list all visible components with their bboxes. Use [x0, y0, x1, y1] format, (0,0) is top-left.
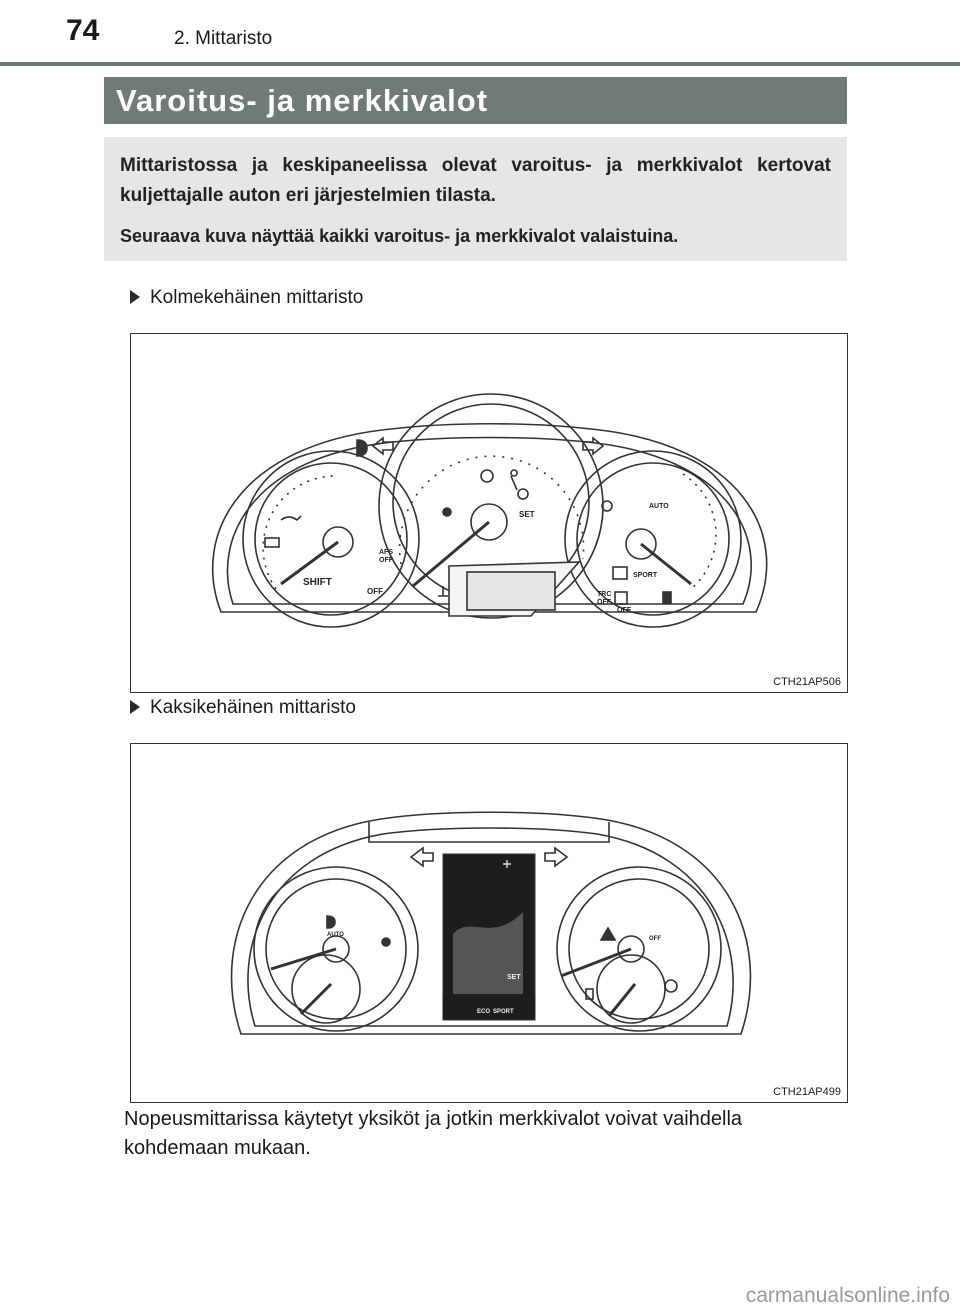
- two-dial-cluster-illustration: [131, 744, 847, 1102]
- oil-pressure-icon: [281, 516, 301, 520]
- trc-label: TRC: [597, 591, 612, 598]
- headlight-icon: [357, 440, 367, 456]
- figure-1-caption-text: Kolmekehäinen mittaristo: [150, 287, 364, 308]
- left-subdial-needle: [301, 984, 331, 1014]
- vsc-off-label: OFF: [617, 607, 631, 614]
- turn-right-icon: [545, 848, 567, 866]
- headlight-icon: [327, 916, 335, 928]
- chapter-title: 2. Mittaristo: [174, 28, 273, 49]
- tire-pressure-icon: [665, 980, 677, 992]
- sport-label: SPORT: [493, 1009, 514, 1015]
- figure-1-code: CTH21AP506: [773, 676, 841, 688]
- figure-2-caption-text: Kaksikehäinen mittaristo: [150, 697, 356, 718]
- figure-2-code: CTH21AP499: [773, 1086, 841, 1098]
- sport-label: SPORT: [633, 572, 658, 579]
- right-dial-face: [569, 879, 709, 1019]
- warning-triangle-icon: [601, 928, 615, 940]
- tft-status-strip: [443, 997, 535, 1019]
- set-label: SET: [507, 974, 521, 981]
- page-number: 74: [66, 14, 100, 47]
- intro-paragraph: Mittaristossa ja keskipaneelissa olevat varoitus- ja merkkivalot kertovat kuljettajalle auton eri järjestelmien tilasta.: [120, 155, 831, 206]
- watermark: carmanualsonline.info: [745, 1284, 950, 1307]
- fuel-icon: [663, 592, 671, 603]
- section-title: Varoitus- ja merkkivalot: [116, 83, 489, 118]
- intro-box: [104, 137, 847, 261]
- cruise-icon: [518, 489, 528, 499]
- bullet-triangle-icon: [130, 290, 140, 304]
- right-subdial-needle: [609, 984, 635, 1016]
- sport-indicator: [613, 567, 627, 579]
- bullet-triangle-icon: [130, 700, 140, 714]
- a-off-label-left: OFF: [367, 587, 383, 596]
- set-label: SET: [519, 510, 535, 519]
- turn-left-icon: [411, 848, 433, 866]
- left-dial-outer: [243, 451, 419, 627]
- three-dial-cluster-illustration: [131, 334, 847, 692]
- afs-off-label: OFF: [379, 557, 393, 564]
- airbag-icon: [443, 508, 451, 516]
- brake-icon: [481, 470, 493, 482]
- right-dial-outer: [557, 867, 721, 1031]
- auto-label: AUTO: [327, 932, 344, 938]
- intro-note: Seuraava kuva näyttää kaikki varoitus- ja merkkivalot valaistuina.: [120, 226, 679, 246]
- figure-two-dial-cluster: [130, 743, 848, 1103]
- trc-off-label: OFF: [597, 599, 611, 606]
- auto-label: AUTO: [649, 503, 669, 510]
- seatbelt-icon: [511, 470, 517, 490]
- trc-indicator: [615, 592, 627, 604]
- battery-icon: [265, 538, 279, 547]
- right-dial-arc: [683, 474, 716, 589]
- afs-label: AFS: [379, 549, 393, 556]
- closing-note: Nopeusmittarissa käytetyt yksiköt ja jotkin merkkivalot voivat vaihdella kohdemaan mukaan.: [124, 1108, 743, 1159]
- header-rule: [0, 62, 960, 66]
- shift-label: SHIFT: [303, 577, 332, 588]
- left-dial-needle: [271, 949, 336, 969]
- figure-three-dial-cluster: [130, 333, 848, 693]
- coolant-icon: [438, 586, 448, 596]
- right-dial-needle: [561, 949, 631, 976]
- turn-left-icon: [373, 438, 393, 454]
- section-title-bar: [104, 77, 847, 124]
- multi-info-screen: [467, 572, 555, 610]
- off-label-right: OFF: [649, 936, 661, 942]
- airbag-icon: [382, 938, 390, 946]
- eco-label: ECO: [477, 1009, 491, 1015]
- right-dial-outer: [565, 451, 741, 627]
